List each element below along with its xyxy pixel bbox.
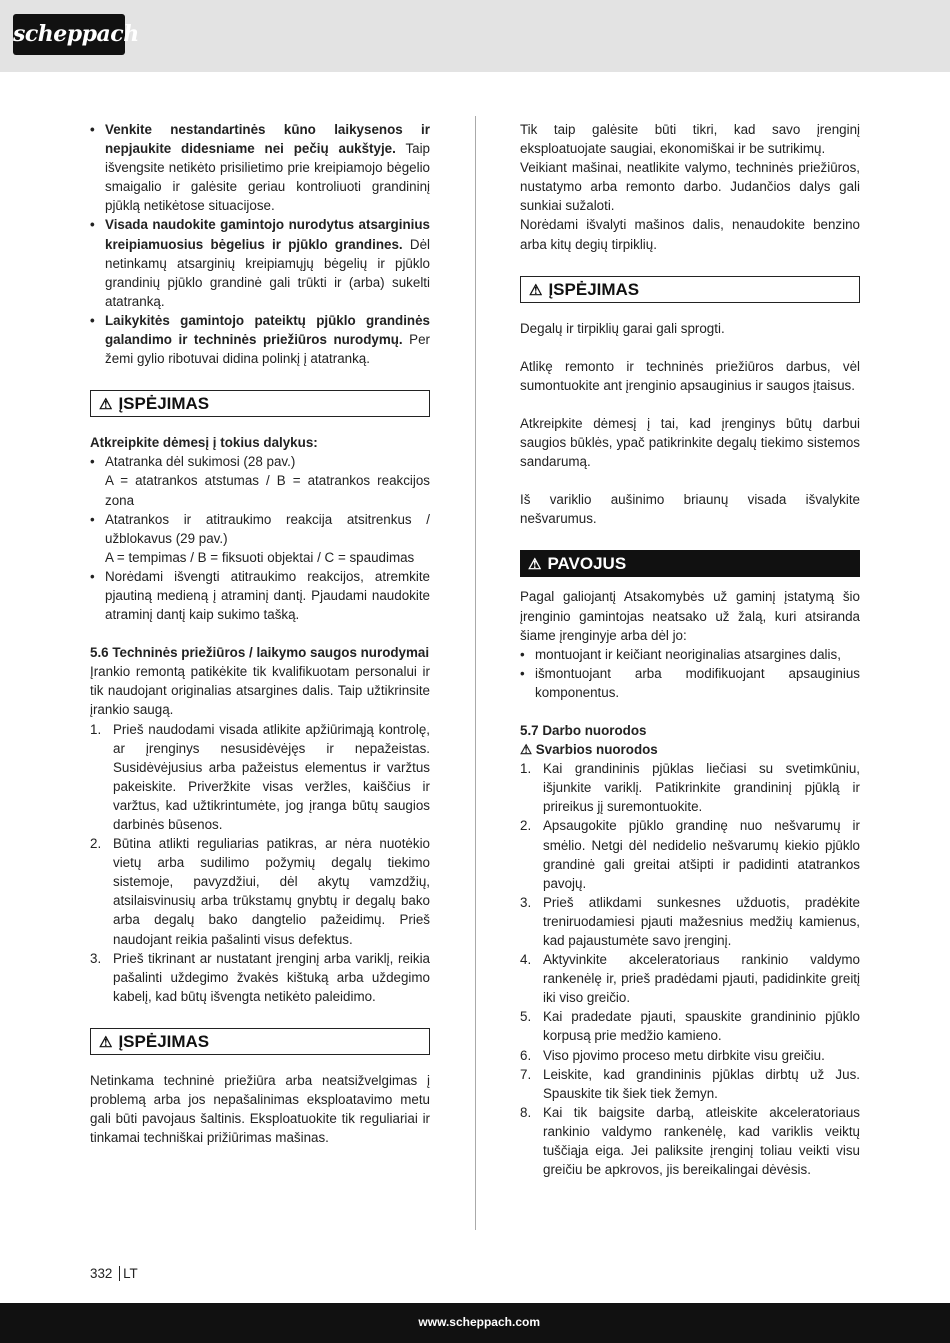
page-header	[0, 0, 950, 72]
list-item: 2. Apsaugokite pjūklo grandinę nuo nešvarumų ir smėlio. Netgi dėl nedidelio nešvarumų kiekio pjūklo grandinė gali greitai atšipti ir padidinti atatrankos pavojų.	[520, 818, 860, 891]
list-item: • Norėdami išvengti atitraukimo reakcijos, atremkite pjautiną medieną į atraminį dantį. Pjaudami naudokite atraminį dantį kaip sukimo tašką.	[90, 568, 430, 623]
warning-text: Netinkama techninė priežiūra arba neatsižvelgimas į problemą arba jos nepašalinimas eksploatavimo metu gali būti pavojaus šaltinis. Eksploatuokite tik reguliariai ir tinkamai techniškai prižiūrimas mašinas.	[90, 1072, 430, 1146]
page-number: 332 LT	[90, 1266, 138, 1281]
paragraph: Pagal galiojantį Atsakomybės už gaminį įstatymą šio įrenginio gamintojas neatsako už žalą, kuri atsiranda šiame įrenginyje arba dėl jo:	[520, 589, 860, 643]
list-item: • Atatranka dėl sukimosi (28 pav.) A = atatrankos atstumas / B = atatrankos reakcijos zona	[90, 454, 430, 508]
paragraph: Veikiant mašinai, neatlikite valymo, techninės priežiūros, nustatymo arba remonto darbo. Judančios dalys gali sunkiai sužaloti.	[520, 160, 860, 214]
list-item: 3. Prieš atlikdami sunkesnes užduotis, pradėkite treniruodamiesi pjauti mažesnius medžių kamienus, kad pajaustumėte savo įrenginį.	[520, 894, 860, 948]
list-item: 4. Aktyvinkite akceleratoriaus rankinio valdymo rankenėlę ir, prieš pradėdami pjauti, padidinkite greitį iki viso greičio.	[520, 952, 860, 1006]
list-item: 7. Leiskite, kad grandininis pjūklas dirbtų už Jus. Spauskite tik šiek tiek žemyn.	[520, 1066, 860, 1101]
list-item: 8. Kai tik baigsite darbą, atleiskite akceleratoriaus rankinio valdymo rankenėlę, kad variklis veiktų tuščiąja eiga. Jei paliksite įrenginį toliau veikti visu greičiu be apkrovos, jis bereikalingai dėvėsis.	[520, 1104, 860, 1178]
page-footer	[0, 1303, 950, 1343]
list-item: • Visada naudokite gamintojo nurodytus atsarginius kreipiamuosius bėgelius ir pjūklo grandines. Dėl netinkamų atsarginių kreipiamųjų bėgelių ir pjūklo grandinių pjūklo grandinė gali trūkti ir (arba) sukelti atatranką.	[90, 217, 430, 309]
column-divider	[475, 116, 476, 1230]
paragraph: Atlikę remonto ir techninės priežiūros darbus, vėl sumontuokite ant įrenginio apsauginius ir saugos įtaisus.	[520, 358, 860, 393]
paragraph: Iš variklio aušinimo briaunų visada išvalykite nešvarumus.	[520, 492, 860, 527]
subheading: ⚠ Svarbios nuorodos	[520, 742, 658, 758]
list-item: 5. Kai pradedate pjauti, spauskite grandininio pjūklo korpusą prie medžio kamieno.	[520, 1009, 860, 1044]
section-title: 5.7 Darbo nuorodos	[520, 722, 647, 738]
paragraph: Atkreipkite dėmesį į tai, kad įrenginys būtų darbui saugios būklės, ypač patikrinkite degalų tiekimo sistemos sandarumą.	[520, 415, 860, 470]
list-item: • išmontuojant arba modifikuojant apsauginius komponentus.	[520, 665, 860, 700]
list-item: • Laikykitės gamintojo pateiktų pjūklo grandinės galandimo ir techninės priežiūros nurodymų. Per žemi gylio ribotuvai didina polinkį į atatranką.	[90, 312, 430, 367]
list-item: 1. Kai grandininis pjūklas liečiasi su svetimkūniu, išjunkite variklį. Patikrinkite grandininį pjūklą ir prireikus jį suremontuokite.	[520, 761, 860, 815]
warning-box: ⚠ ĮSPĖJIMAS	[90, 1028, 430, 1055]
warning-box: ⚠ ĮSPĖJIMAS	[90, 390, 430, 417]
warning-triangle-icon: ⚠	[529, 281, 543, 299]
section-intro: Įrankio remontą patikėkite tik kvalifikuotam personalui ir tik naudojant originalias atsargines dalis. Taip užtikrinsite įrankio saugą.	[90, 664, 430, 718]
list-item: • Atatrankos ir atitraukimo reakcija atsitrenkus / užblokavus (29 pav.) A = tempimas / B = fiksuoti objektai / C = spaudimas	[90, 511, 430, 565]
danger-box: ⚠ PAVOJUS	[520, 550, 860, 577]
attention-heading: Atkreipkite dėmesį į tokius dalykus:	[90, 435, 318, 451]
list-item: • montuojant ir keičiant neoriginalias atsargines dalis,	[520, 646, 841, 662]
scheppach-logo: scheppach	[13, 14, 125, 55]
warning-box: ⚠ ĮSPĖJIMAS	[520, 276, 860, 303]
list-item: 6. Viso pjovimo proceso metu dirbkite visu greičiu.	[520, 1047, 825, 1063]
list-item: 3. Prieš tikrinant ar nustatant įrenginį arba variklį, reikia pašalinti uždegimo žvakės kištuką arba uždegimo kabelį, kad būtų išvengta netikėto paleidimo.	[90, 950, 430, 1004]
list-item: 1. Prieš naudodami visada atlikite apžiūrimąją kontrolę, ar įrenginys nesusidėvėjęs ir nepažeistas. Susidėvėjusius arba pažeistus elementus ir varžtus pakeiskite. Priveržkite visas veržles, kaiščius ir varžtus, kad užtikrintumėte, jog įranga būtų saugios darbinės būsenos.	[90, 721, 430, 832]
paragraph: Norėdami išvalyti mašinos dalis, nenaudokite benzino arba kitų degių tirpiklių.	[520, 217, 860, 252]
website-link[interactable]: www.scheppach.com	[418, 1315, 540, 1329]
right-column	[520, 120, 860, 1179]
warning-triangle-icon: ⚠	[528, 556, 542, 574]
section-title: 5.6 Techninės priežiūros / laikymo saugos nurodymai	[90, 645, 430, 661]
list-item: 2. Būtina atlikti reguliarias patikras, ar nėra nuotėkio vietų arba sudilimo požymių degalų tiekimo sistemoje, pavyzdžiui, dėl akytų vamzdžių, atsilaisvinusių arba trūkstamų gnybtų ir degalų bako arba degalų bako dangtelio pažeidimų. Prieš naudojant reikia pašalinti visus defektus.	[90, 836, 430, 947]
paragraph: Degalų ir tirpiklių garai gali sprogti.	[520, 320, 725, 336]
warning-triangle-icon: ⚠	[520, 742, 536, 758]
left-column	[90, 120, 430, 1147]
warning-triangle-icon: ⚠	[99, 396, 113, 414]
warning-triangle-icon: ⚠	[99, 1033, 113, 1051]
paragraph: Tik taip galėsite būti tikri, kad savo įrenginį eksploatuojate saugiai, ekonomiškai ir be sutrikimų.	[520, 122, 860, 157]
list-item: • Venkite nestandartinės kūno laikysenos ir nepjaukite didesniame nei pečių aukštyje. Taip išvengsite netikėto prisilietimo prie kreipiamojo bėgelio smaigalio ir galėsite geriau kontroliuoti grandininį pjūklą netikėtose situacijose.	[90, 122, 431, 214]
